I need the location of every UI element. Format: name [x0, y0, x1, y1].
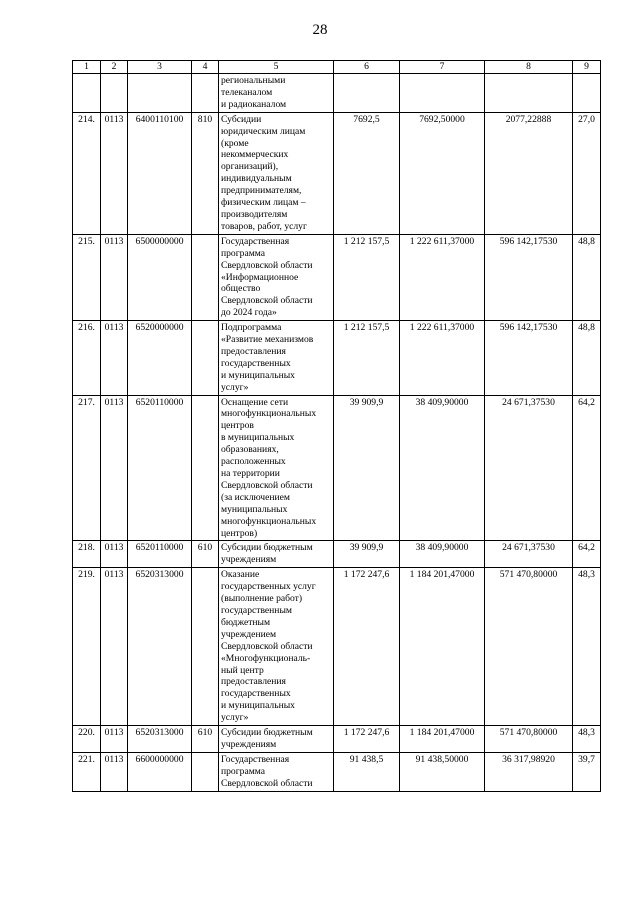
- row-number: 219.: [73, 568, 101, 726]
- expense-type-code: [192, 234, 219, 320]
- item-name: Подпрограмма «Развитие механизмов предоставления государственных и муниципальных услуг»: [219, 321, 334, 395]
- executed-amount: 571 470,80000: [485, 568, 573, 726]
- budget-allocation: 38 409,90000: [400, 395, 485, 541]
- section-code: 0113: [101, 395, 128, 541]
- item-name: региональными телеканалом и радиоканалом: [219, 74, 334, 113]
- section-code: 0113: [101, 541, 128, 568]
- execution-percent: 48,8: [573, 321, 601, 395]
- section-code: 0113: [101, 752, 128, 791]
- expense-type-code: [192, 395, 219, 541]
- executed-amount: 2077,22888: [485, 112, 573, 234]
- expense-type-code: [192, 321, 219, 395]
- row-number: 218.: [73, 541, 101, 568]
- row-number: 221.: [73, 752, 101, 791]
- executed-amount: 24 671,37530: [485, 395, 573, 541]
- section-code: 0113: [101, 568, 128, 726]
- table-row: [73, 321, 601, 395]
- col-header-1: 1: [73, 61, 101, 74]
- expense-type-code: 610: [192, 726, 219, 753]
- approved-amount: [334, 74, 400, 113]
- budget-allocation: [400, 74, 485, 113]
- col-header-7: 7: [400, 61, 485, 74]
- execution-percent: 48,8: [573, 234, 601, 320]
- executed-amount: 24 671,37530: [485, 541, 573, 568]
- item-name: Государственная программа Свердловской области: [219, 752, 334, 791]
- target-article-code: 6520110000: [128, 395, 192, 541]
- expense-type-code: [192, 568, 219, 726]
- expense-type-code: [192, 752, 219, 791]
- item-name: Государственная программа Свердловской области «Информационное общество Свердловской области до 2024 года»: [219, 234, 334, 320]
- target-article-code: [128, 74, 192, 113]
- table-row: [73, 112, 601, 234]
- executed-amount: 36 317,98920: [485, 752, 573, 791]
- target-article-code: 6520000000: [128, 321, 192, 395]
- table-row: [73, 726, 601, 753]
- execution-percent: 64,2: [573, 541, 601, 568]
- budget-allocation: 7692,50000: [400, 112, 485, 234]
- item-name: Субсидии бюджетным учреждениям: [219, 541, 334, 568]
- expense-type-code: [192, 74, 219, 113]
- budget-allocation: 38 409,90000: [400, 541, 485, 568]
- executed-amount: 596 142,17530: [485, 321, 573, 395]
- row-number: 214.: [73, 112, 101, 234]
- table-row: [73, 234, 601, 320]
- target-article-code: 6520313000: [128, 726, 192, 753]
- col-header-3: 3: [128, 61, 192, 74]
- approved-amount: 39 909,9: [334, 395, 400, 541]
- budget-allocation: 91 438,50000: [400, 752, 485, 791]
- section-code: [101, 74, 128, 113]
- budget-allocation: 1 222 611,37000: [400, 321, 485, 395]
- approved-amount: 39 909,9: [334, 541, 400, 568]
- executed-amount: 571 470,80000: [485, 726, 573, 753]
- col-header-4: 4: [192, 61, 219, 74]
- table-row: [73, 752, 601, 791]
- approved-amount: 1 212 157,5: [334, 321, 400, 395]
- row-number: [73, 74, 101, 113]
- execution-percent: 39,7: [573, 752, 601, 791]
- row-number: 215.: [73, 234, 101, 320]
- execution-percent: 48,3: [573, 726, 601, 753]
- expense-type-code: 810: [192, 112, 219, 234]
- target-article-code: 6520313000: [128, 568, 192, 726]
- approved-amount: 7692,5: [334, 112, 400, 234]
- execution-percent: 27,0: [573, 112, 601, 234]
- section-code: 0113: [101, 112, 128, 234]
- item-name: Субсидии юридическим лицам (кроме некоммерческих организаций), индивидуальным предпринимателям, физическим лицам – производителям товаров, работ, услуг: [219, 112, 334, 234]
- budget-allocation: 1 184 201,47000: [400, 726, 485, 753]
- execution-percent: 48,3: [573, 568, 601, 726]
- col-header-9: 9: [573, 61, 601, 74]
- approved-amount: 1 212 157,5: [334, 234, 400, 320]
- execution-percent: 64,2: [573, 395, 601, 541]
- row-number: 216.: [73, 321, 101, 395]
- target-article-code: 6400110100: [128, 112, 192, 234]
- page-number: 28: [312, 22, 328, 38]
- executed-amount: 596 142,17530: [485, 234, 573, 320]
- section-code: 0113: [101, 321, 128, 395]
- execution-percent: [573, 74, 601, 113]
- table-row: [73, 568, 601, 726]
- col-header-2: 2: [101, 61, 128, 74]
- budget-allocation: 1 184 201,47000: [400, 568, 485, 726]
- target-article-code: 6600000000: [128, 752, 192, 791]
- item-name: Оснащение сети многофункциональных центров в муниципальных образованиях, расположенных на территории Свердловской области (за исключением муниципальных многофункциональных центров): [219, 395, 334, 541]
- budget-table: [72, 60, 601, 792]
- item-name: Субсидии бюджетным учреждениям: [219, 726, 334, 753]
- table-row: [73, 74, 601, 113]
- section-code: 0113: [101, 726, 128, 753]
- header-row: [73, 61, 601, 74]
- table-row: [73, 395, 601, 541]
- target-article-code: 6520110000: [128, 541, 192, 568]
- row-number: 217.: [73, 395, 101, 541]
- col-header-6: 6: [334, 61, 400, 74]
- budget-allocation: 1 222 611,37000: [400, 234, 485, 320]
- approved-amount: 1 172 247,6: [334, 568, 400, 726]
- item-name: Оказание государственных услуг (выполнение работ) государственным бюджетным учреждением Свердловской области «Многофункциональ- ный центр предоставления государственных и муниципальных услуг»: [219, 568, 334, 726]
- row-number: 220.: [73, 726, 101, 753]
- section-code: 0113: [101, 234, 128, 320]
- col-header-5: 5: [219, 61, 334, 74]
- table-row: [73, 541, 601, 568]
- col-header-8: 8: [485, 61, 573, 74]
- executed-amount: [485, 74, 573, 113]
- approved-amount: 1 172 247,6: [334, 726, 400, 753]
- expense-type-code: 610: [192, 541, 219, 568]
- approved-amount: 91 438,5: [334, 752, 400, 791]
- target-article-code: 6500000000: [128, 234, 192, 320]
